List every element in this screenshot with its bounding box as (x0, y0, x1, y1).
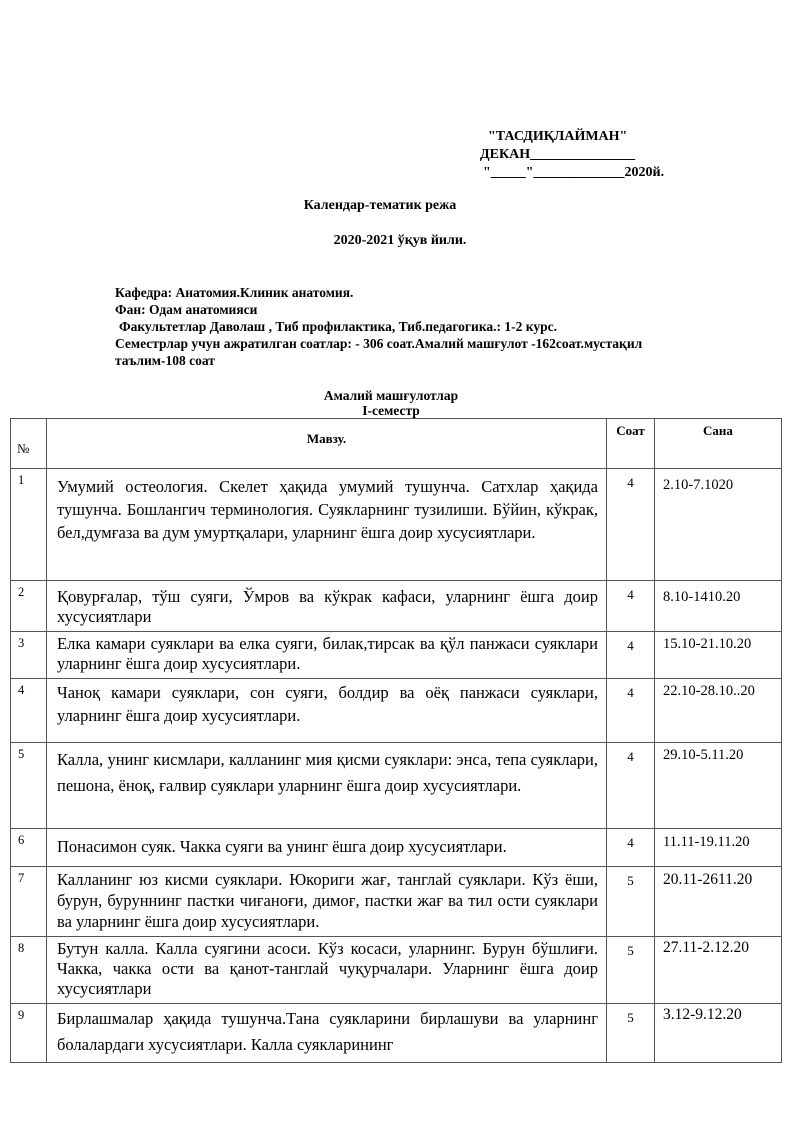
row-num: 9 (11, 1004, 47, 1063)
row-date: 3.12-9.12.20 (655, 1004, 782, 1063)
row-num: 1 (11, 469, 47, 581)
row-topic: Чаноқ камари суяклари, сон суяги, болдир ва оёқ панжаси суяклари, уларнинг ёшга доир хусусиятлари. (47, 679, 607, 743)
row-topic: Умумий остеология. Скелет ҳақида умумий тушунча. Сатхлар ҳақида тушунча. Бошлангич терминология. Суякларнинг тузилиши. Бўйин, кўкрак, бел,думғаза ва дум умуртқалари, уларнинг ёшга доир хусусиятлари. (47, 469, 607, 581)
header-hours: Соат (607, 419, 655, 469)
row-topic: Бирлашмалар ҳақида тушунча.Тана суякларини бирлашуви ва уларнинг болалардаги хусусиятлари. Калла суякларининг (47, 1004, 607, 1063)
row-hours: 5 (607, 937, 655, 1004)
table-row (11, 632, 782, 679)
approval-title: "ТАСДИҚЛАЙМАН" (488, 129, 628, 144)
row-hours: 4 (607, 679, 655, 743)
header-num: № (11, 419, 47, 469)
subject-line: Фан: Одам анатомияси (115, 302, 258, 317)
row-date: 22.10-28.10..20 (655, 679, 782, 743)
row-topic: Калланинг юз кисми суяклари. Юкориги жағ, танглай суяклари. Кўз ёши, бурун, буруннинг пастки чиғаноғи, димоғ, пастки жағ ва тил ости суяклари ва уларнинг ёшга доир хусусиятлари. (47, 867, 607, 937)
row-num: 2 (11, 581, 47, 632)
approval-date: "_____"_____________2020й. (483, 165, 665, 180)
row-hours: 4 (607, 581, 655, 632)
row-num: 3 (11, 632, 47, 679)
table-row (11, 469, 782, 581)
course-info (115, 284, 715, 369)
schedule-table (10, 418, 782, 1063)
row-date: 27.11-2.12.20 (655, 937, 782, 1004)
row-hours: 5 (607, 867, 655, 937)
row-num: 8 (11, 937, 47, 1004)
header-date: Сана (655, 419, 782, 469)
department-line: Кафедра: Анатомия.Клиник анатомия. (115, 285, 354, 300)
table-row (11, 743, 782, 829)
row-date: 2.10-7.1020 (655, 469, 782, 581)
row-num: 6 (11, 829, 47, 867)
header-topic: Мавзу. (47, 419, 607, 469)
hours-line: Семестрлар учун ажратилган соатлар: - 306 соат.Амалий машғулот -162соат.мустақил таълим-108 соат (115, 336, 643, 368)
table-row (11, 937, 782, 1004)
row-hours: 4 (607, 743, 655, 829)
table-header-row (11, 419, 782, 469)
row-date: 15.10-21.10.20 (655, 632, 782, 679)
semester-title: I-семестр (362, 403, 420, 418)
row-date: 29.10-5.11.20 (655, 743, 782, 829)
row-topic: Қовурғалар, тўш суяги, Ўмров ва кўкрак кафаси, уларнинг ёшга доир хусусиятлари (47, 581, 607, 632)
table-row (11, 829, 782, 867)
table-row (11, 679, 782, 743)
row-topic: Бутун калла. Калла суягини асоси. Кўз косаси, уларнинг. Бурун бўшлиғи. Чакка, чакка ости ва қанот-танглай чуқурчалари. Уларнинг ёшга доир хусусиятлари (47, 937, 607, 1004)
row-num: 4 (11, 679, 47, 743)
row-date: 8.10-1410.20 (655, 581, 782, 632)
row-num: 5 (11, 743, 47, 829)
approval-dean: ДЕКАН_______________ (480, 147, 636, 162)
academic-year: 2020-2021 ўқув йили. (333, 233, 467, 248)
section-title: Амалий машғулотлар (323, 388, 459, 403)
row-date: 11.11-19.11.20 (655, 829, 782, 867)
table-row (11, 1004, 782, 1063)
row-hours: 5 (607, 1004, 655, 1063)
row-date: 20.11-2611.20 (655, 867, 782, 937)
row-hours: 4 (607, 632, 655, 679)
row-topic: Понасимон суяк. Чакка суяги ва унинг ёшга доир хусусиятлари. (47, 829, 607, 867)
row-hours: 4 (607, 469, 655, 581)
row-hours: 4 (607, 829, 655, 867)
approval-block (470, 128, 670, 182)
table-row (11, 581, 782, 632)
document-title: Календар-тематик режа (303, 198, 457, 213)
row-topic: Калла, унинг кисмлари, калланинг мия қисми суяклари: энса, тепа суяклари, пешона, ёноқ, ғалвир суяклари уларнинг ёшга доир хусусиятлари. (47, 743, 607, 829)
row-topic: Елка камари суяклари ва елка суяги, билак,тирсак ва қўл панжаси суяклари уларнинг ёшга доир хусусиятлари. (47, 632, 607, 679)
table-row (11, 867, 782, 937)
faculties-line: Факультетлар Даволаш , Тиб профилактика, Тиб.педагогика.: 1-2 курс. (119, 319, 557, 334)
row-num: 7 (11, 867, 47, 937)
